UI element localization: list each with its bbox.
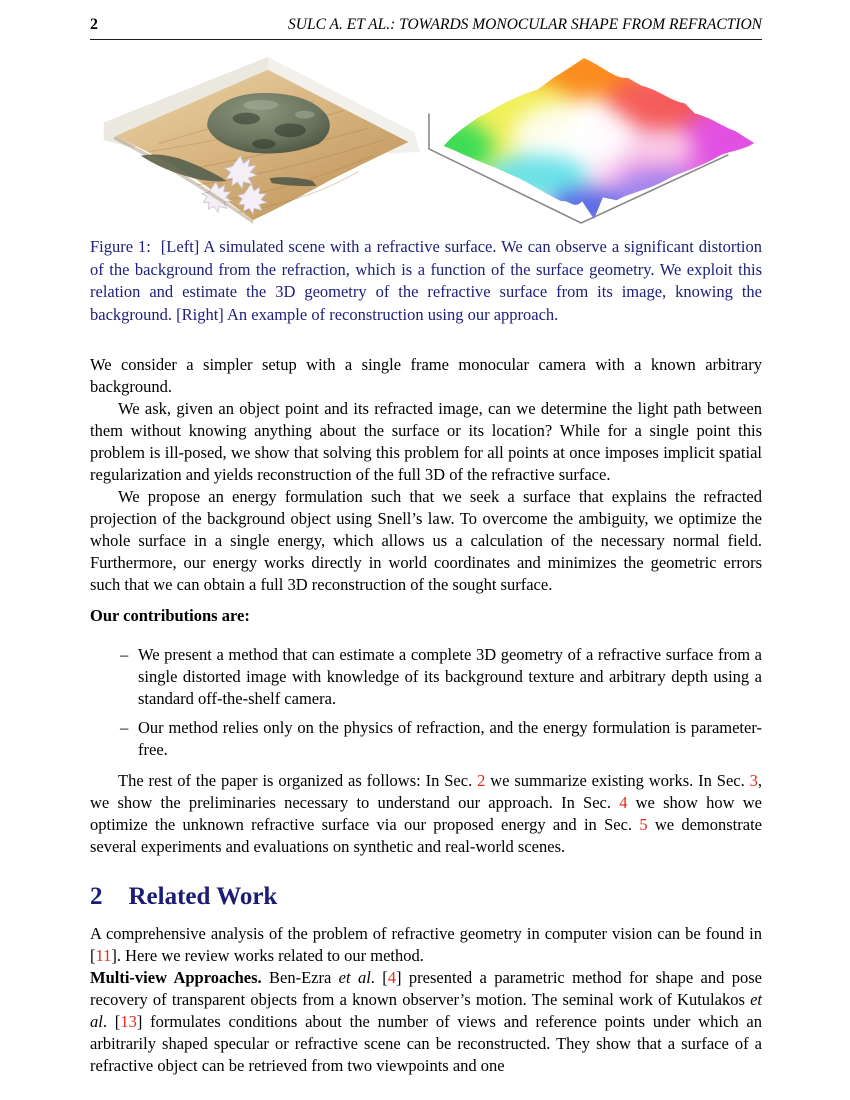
- org-text: , we show the preliminaries necessary to understand our approach. In Sec.: [90, 770, 762, 812]
- related-work-intro: [90, 923, 762, 967]
- dash-bullet-icon: –: [120, 717, 129, 737]
- rw-text: . [: [102, 1011, 121, 1031]
- contribution-item-1: [120, 644, 762, 710]
- figure-left-simulated-scene-image: [90, 52, 422, 230]
- header-rule: [90, 39, 762, 40]
- paragraph-question: We ask, given an object point and its refracted image, can we determine the light path between them without knowing anything about the surface or its location? While for a single point this problem is ill-posed, we show that solving this problem for all points at once imposes implicit spatial regularization and yields reconstruction of the full 3D of the refractive surface.: [90, 399, 762, 484]
- figure-1: [90, 52, 762, 230]
- section-heading-related-work: [90, 882, 762, 912]
- figure-right-reconstruction-image: [426, 52, 762, 230]
- figure-caption: Figure 1: [Left] A simulated scene with a refractive surface. We can observe a significant distortion of the background from the refraction, which is a function of the surface geometry. We exploit this relation and estimate the 3D geometry of the refractive surface from its image, knowing the background. [Right] An example of reconstruction using our approach.: [90, 237, 762, 324]
- multi-view-approaches-lead: Multi-view Approaches.: [90, 967, 262, 987]
- citation-4-link[interactable]: 4: [387, 967, 397, 987]
- rw-text: A comprehensive analysis of the problem of refractive geometry in computer vision can be found in [: [90, 923, 762, 965]
- section-number: 2: [90, 882, 103, 910]
- running-header: [90, 16, 762, 34]
- section-ref-4-link[interactable]: 4: [619, 792, 628, 812]
- section-title: Related Work: [128, 882, 278, 910]
- rw-text: . [: [370, 967, 388, 987]
- contributions-heading: Our contributions are:: [90, 606, 250, 625]
- page-number: 2: [90, 16, 98, 33]
- rw-text: Ben-Ezra: [261, 967, 339, 987]
- contribution-text-2: Our method relies only on the physics of refraction, and the energy formulation is parameter-free.: [138, 717, 762, 759]
- et-al-italic: et al: [90, 989, 762, 1031]
- running-title: SULC A. ET AL.: TOWARDS MONOCULAR SHAPE FROM REFRACTION: [288, 16, 762, 33]
- contribution-item-2: [120, 717, 762, 761]
- rw-text: ]. Here we review works related to our method.: [111, 945, 424, 965]
- citation-13-link[interactable]: 13: [120, 1011, 137, 1031]
- section-ref-5-link[interactable]: 5: [639, 814, 648, 834]
- org-text: we demonstrate several experiments and evaluations on synthetic and real-world scenes.: [90, 814, 762, 856]
- paragraph-organization: [90, 770, 762, 858]
- rw-text: ] presented a parametric method for shape and pose recovery of transparent objects from a known observer’s motion. The seminal work of Kutulakos: [90, 967, 762, 1009]
- org-text: we summarize existing works. In Sec.: [485, 770, 750, 790]
- contribution-text-1: We present a method that can estimate a complete 3D geometry of a refractive surface from a single distorted image with knowledge of its background texture and arbitrary depth using a standard off-the-shelf camera.: [138, 644, 762, 708]
- section-ref-2-link[interactable]: 2: [477, 770, 486, 790]
- rw-text: ] formulates conditions about the number of views and reference points under which an arbitrarily shaped specular or refractive scene can be reconstructed. They show that a surface of a refractive object can be retrieved from two viewpoints and one: [90, 1011, 762, 1075]
- normal-map-surface: [426, 52, 762, 230]
- paragraph-energy: We propose an energy formulation such that we seek a surface that explains the refracted projection of the background object using Snell’s law. To overcome the ambiguity, we optimize the whole surface in a single energy, which allows us a calculation of the necessary normal field. Furthermore, our energy works directly in world coordinates and minimizes the geometric errors such that we can obtain a full 3D reconstruction of the sought surface.: [90, 487, 762, 594]
- dash-bullet-icon: –: [120, 644, 129, 664]
- citation-11-link[interactable]: 11: [95, 945, 112, 965]
- paragraph-setup: We consider a simpler setup with a single frame monocular camera with a known arbitrary background.: [90, 355, 762, 396]
- multi-view-approaches-paragraph: [90, 967, 762, 1077]
- org-text: The rest of the paper is organized as follows: In Sec.: [118, 770, 478, 790]
- section-ref-3-link[interactable]: 3: [749, 770, 758, 790]
- et-al-italic: et al: [338, 967, 371, 987]
- org-text: we show how we optimize the unknown refractive surface via our proposed energy and in Sec.: [90, 792, 762, 834]
